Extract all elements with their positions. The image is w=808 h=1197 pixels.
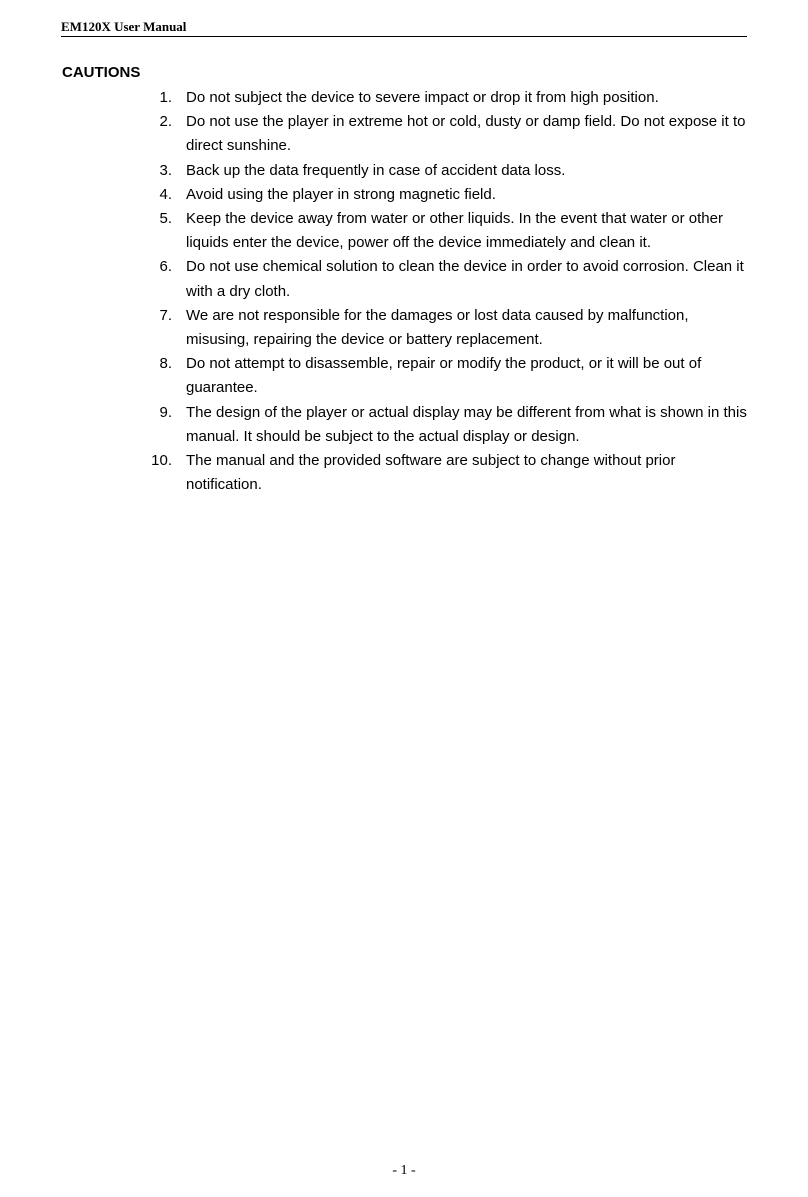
document-title: EM120X User Manual (61, 19, 187, 34)
list-item-text: Do not subject the device to severe impact or drop it from high position. (186, 89, 659, 106)
list-item-text: We are not responsible for the damages or lost data caused by malfunction, misusing, repairing the device or battery replacement. (186, 306, 689, 349)
list-item-text: Do not use the player in extreme hot or cold, dusty or damp field. Do not expose it to direct sunshine. (186, 113, 746, 155)
list-item-number: 1. (159, 89, 172, 106)
list-item-text: Avoid using the player in strong magnetic field. (186, 185, 496, 203)
list-item (159, 183, 752, 207)
list-item (159, 86, 752, 110)
list-item-text: Do not attempt to disassemble, repair or modify the product, or it will be out of guarantee. (186, 355, 702, 397)
list-item (159, 352, 752, 400)
list-item-number: 9. (159, 403, 172, 421)
cautions-list (151, 86, 752, 497)
list-item-number: 10. (151, 452, 172, 470)
section-title: CAUTIONS (62, 64, 141, 81)
list-item (151, 449, 752, 497)
list-item-number: 3. (159, 161, 172, 179)
list-item-number: 2. (159, 113, 172, 131)
list-item-text: Do not use chemical solution to clean the device in order to avoid corrosion. Clean it with a dry cloth. (186, 258, 744, 300)
list-item (159, 255, 752, 303)
list-item-text: Keep the device away from water or other liquids. In the event that water or other liquids enter the device, power off the device immediately and clean it. (186, 210, 723, 252)
list-item-number: 6. (159, 258, 172, 276)
page-number: - 1 - (392, 1163, 416, 1178)
list-item-text: The manual and the provided software are subject to change without prior notification. (186, 452, 676, 494)
list-item (159, 207, 752, 255)
list-item-number: 7. (159, 306, 172, 324)
list-item-text: The design of the player or actual display may be different from what is shown in this manual. It should be subject to the actual display or design. (186, 403, 747, 445)
list-item (159, 304, 752, 352)
list-item (159, 401, 752, 449)
list-item-text: Back up the data frequently in case of accident data loss. (186, 161, 566, 179)
list-item (159, 159, 752, 183)
list-item (159, 110, 752, 158)
list-item-number: 5. (159, 210, 172, 228)
list-item-number: 4. (159, 185, 172, 203)
list-item-number: 8. (159, 355, 172, 373)
running-header (61, 18, 747, 37)
